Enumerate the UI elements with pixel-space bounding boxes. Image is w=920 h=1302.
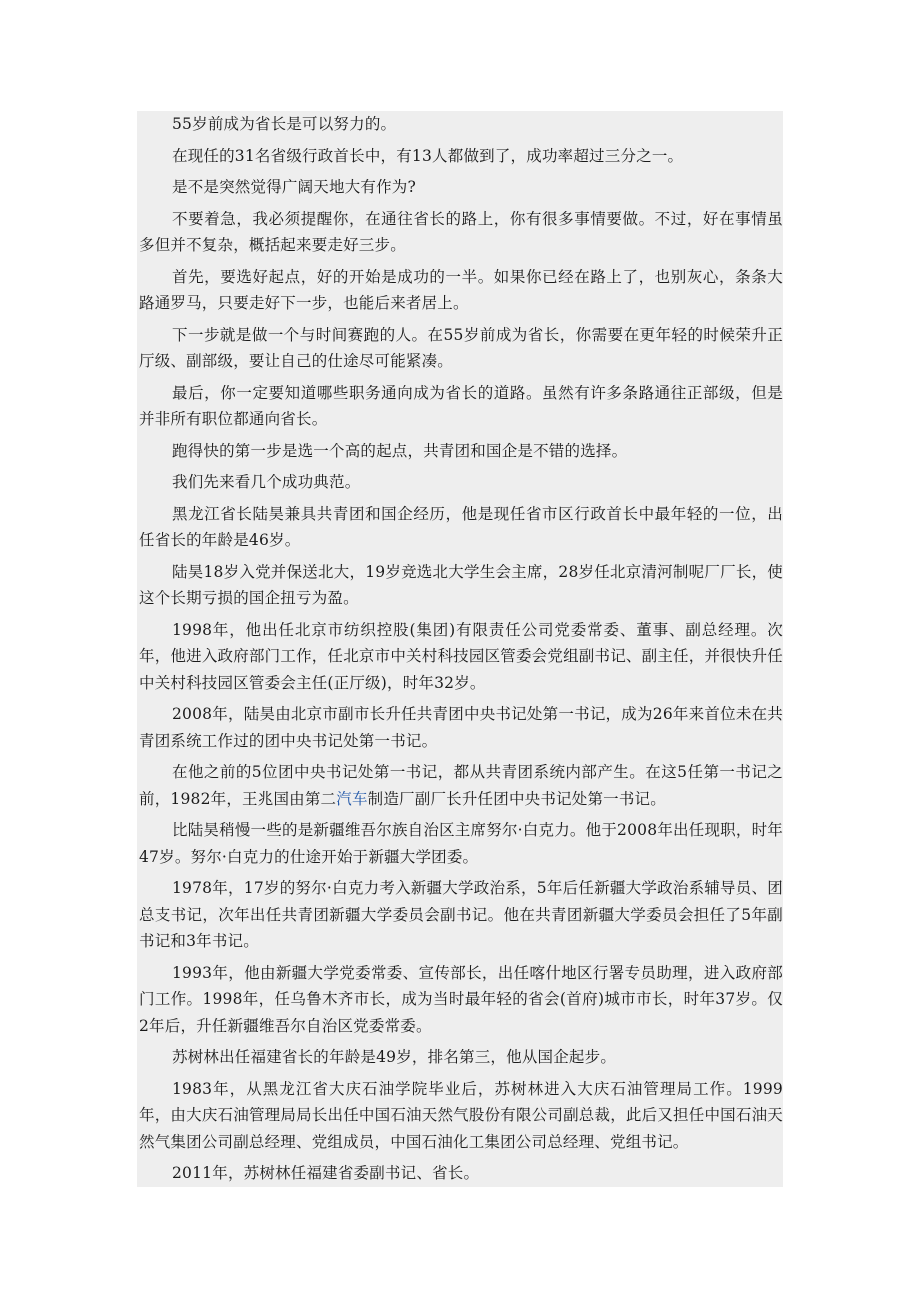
paragraph: 苏树林出任福建省长的年龄是49岁，排名第三，他从国企起步。 (172, 1048, 617, 1066)
paragraph: 跑得快的第一步是选一个高的起点，共青团和国企是不错的选择。 (172, 441, 628, 460)
paragraph: 2011年，苏树林任福建省委副书记、省长。 (172, 1164, 480, 1182)
paragraph: 2008年，陆昊由北京市副市长升任共青团中央书记处第一书记，成为26年来首位未在共青团系统工作过的团中央书记处第一书记。 (139, 705, 783, 750)
paragraph: 55岁前成为省长是可以努力的。 (172, 115, 397, 133)
paragraph-with-link (139, 759, 783, 812)
paragraph: 1983年，从黑龙江省大庆石油学院毕业后，苏树林进入大庆石油管理局工作。1999年，由大庆石油管理局局长出任中国石油天然气股份有限公司副总裁，此后又担任中国石油天然气集团公司副总经理、党组成员，中国石油化工集团公司总经理、党组书记。 (139, 1079, 783, 1151)
paragraph: 是不是突然觉得广阔天地大有作为? (172, 178, 417, 196)
paragraph: 我们先来看几个成功典范。 (172, 473, 361, 491)
paragraph-text: 制造厂副厂长升任团中央书记处第一书记。 (367, 789, 666, 808)
paragraph: 首先，要选好起点，好的开始是成功的一半。如果你已经在路上了，也别灰心，条条大路通罗马，只要走好下一步，也能后来者居上。 (139, 267, 783, 312)
paragraph: 1978年，17岁的努尔·白克力考入新疆大学政治系，5年后任新疆大学政治系辅导员、团总支书记，次年出任共青团新疆大学委员会副书记。他在共青团新疆大学委员会担任了5年副书记和3年书记。 (139, 879, 783, 950)
paragraph: 陆昊18岁入党并保送北大，19岁竞选北大学生会主席，28岁任北京清河制呢厂厂长，使这个长期亏损的国企扭亏为盈。 (139, 562, 783, 607)
paragraph: 1998年，他出任北京市纺织控股(集团)有限责任公司党委常委、董事、副总经理。次年，他进入政府部门工作，任北京市中关村科技园区管委会党组副书记、副主任，并很快升任中关村科技园区管委会主任(正厅级)，时年32岁。 (139, 620, 783, 692)
paragraph: 最后，你一定要知道哪些职务通向成为省长的道路。虽然有许多条路通往正部级，但是并非所有职位都通向省长。 (139, 383, 783, 428)
paragraph: 比陆昊稍慢一些的是新疆维吾尔族自治区主席努尔·白克力。他于2008年出任现职，时年47岁。努尔·白克力的仕途开始于新疆大学团委。 (139, 821, 783, 866)
paragraph: 不要着急，我必须提醒你，在通往省长的路上，你有很多事情要做。不过，好在事情虽多但并不复杂，概括起来要走好三步。 (139, 209, 783, 254)
paragraph: 在现任的31名省级行政首长中，有13人都做到了，成功率超过三分之一。 (172, 146, 684, 165)
paragraph: 1993年，他由新疆大学党委常委、宣传部长，出任喀什地区行署专员助理，进入政府部门工作。1998年，任乌鲁木齐市长，成为当时最年轻的省会(首府)城市市长，时年37岁。仅2年后，升任新疆维吾尔自治区党委常委。 (139, 963, 783, 1035)
paragraph: 下一步就是做一个与时间赛跑的人。在55岁前成为省长，你需要在更年轻的时候荣升正厅级、副部级，要让自己的仕途尽可能紧凑。 (139, 325, 783, 370)
paragraph: 黑龙江省长陆昊兼具共青团和国企经历，他是现任省市区行政首长中最年轻的一位，出任省长的年龄是46岁。 (139, 504, 783, 549)
article-body (137, 111, 783, 1187)
auto-keyword-link[interactable]: 汽车 (336, 789, 368, 808)
paragraph-text: 在他之前的5位团中央书记处第一书记，都从共青团系统内部产生。在这5任第一书记之前，1982年，王兆国由第二 (139, 763, 783, 808)
